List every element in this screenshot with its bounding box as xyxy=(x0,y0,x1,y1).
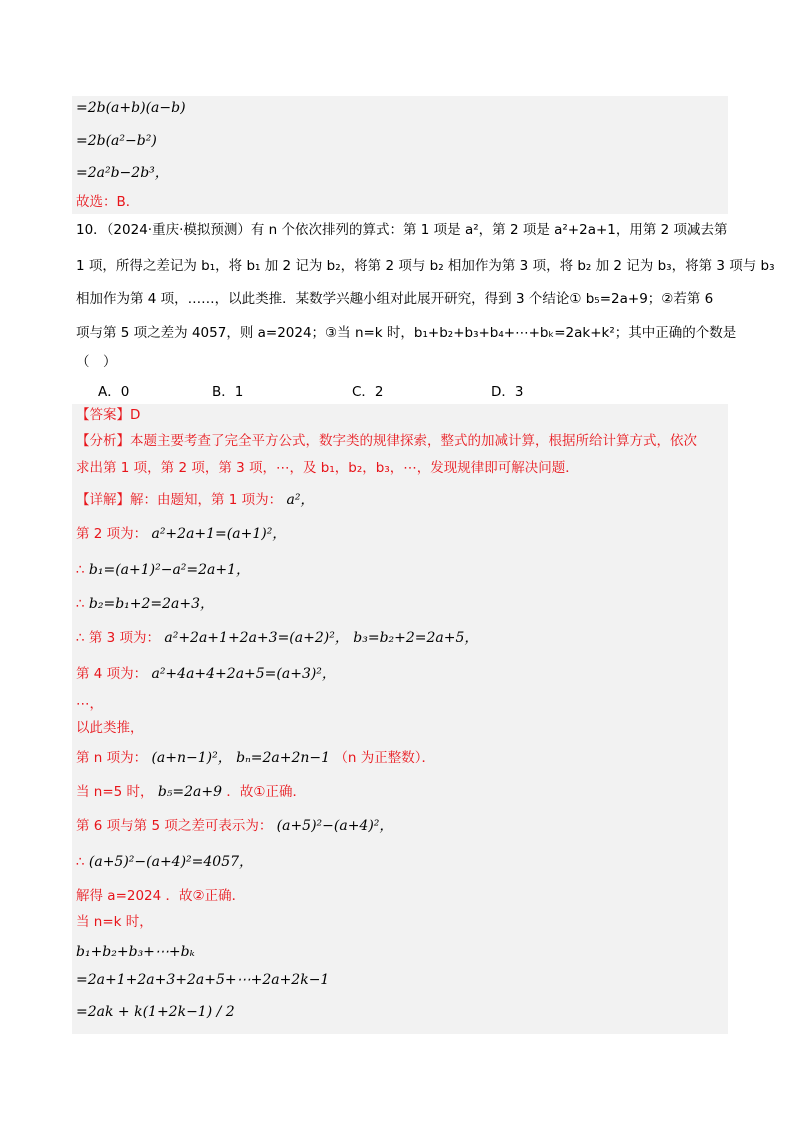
step-math: b₂=b₁+2=2a+3， xyxy=(88,596,215,612)
step-math: (a+n−1)²， bₙ=2a+2n−1 xyxy=(151,750,331,766)
step-math: (a+5)²−(a+4)²， xyxy=(276,818,394,834)
step-line xyxy=(76,628,478,648)
q10-line-5: （ ） xyxy=(76,354,117,370)
step-line xyxy=(76,852,253,872)
step-label: ∴ xyxy=(76,596,85,612)
step-math: (a+5)²−(a+4)²=4057， xyxy=(88,854,254,870)
detail-intro: 解：由题知，第 1 项为： xyxy=(130,492,283,508)
step-when-k: 当 n=k 时， xyxy=(76,914,153,930)
detail-label: 【详解】 xyxy=(76,492,130,508)
step-tail: （n 为正整数）． xyxy=(334,750,435,766)
step-label: ∴ xyxy=(76,562,85,578)
step-line xyxy=(76,782,306,802)
step-line xyxy=(76,748,435,768)
step-label: ∴ xyxy=(76,854,85,870)
step-analogy: 以此类推， xyxy=(76,720,144,736)
sum-line-3: =2ak + k(1+2k−1) / 2 xyxy=(76,1004,235,1020)
option-d: D．3 xyxy=(491,384,524,400)
step-tail: ．故②正确． xyxy=(165,888,246,904)
q10-line-4: 项与第 5 项之差为 4057，则 a=2024；③当 n=k 时，b₁+b₂+b₃+b₄+⋯+bₖ=2ak+k²；其中正确的个数是 xyxy=(76,325,737,341)
step-math: a²+2a+1=(a+1)²， xyxy=(151,526,287,542)
step-math: b₁=(a+1)²−a²=2a+1， xyxy=(88,562,251,578)
step-label: 当 n=5 时， xyxy=(76,784,154,800)
option-a: A．0 xyxy=(98,384,130,400)
prev-answer: 故选：B． xyxy=(76,194,140,210)
analysis-line-2: 求出第 1 项，第 2 项，第 3 项，⋯，及 b₁，b₂，b₃，⋯，发现规律即可解决问题． xyxy=(76,460,579,476)
prev-line-1: =2b(a+b)(a−b) xyxy=(76,100,186,116)
step-line xyxy=(76,664,336,684)
sum-line-1: b₁+b₂+b₃+⋯+bₖ xyxy=(76,944,195,960)
step-math: b₅=2a+9 xyxy=(157,784,223,800)
q10-line-1: 10．（2024·重庆·模拟预测）有 n 个依次排列的算式：第 1 项是 a²，第 2 项是 a²+2a+1，用第 2 项减去第 xyxy=(76,222,728,238)
prev-line-2: =2b(a²−b²) xyxy=(76,133,157,149)
step-math: a²+4a+4+2a+5=(a+3)²， xyxy=(151,666,336,682)
q10-line-3: 相加作为第 4 项，……，以此类推．某数学兴趣小组对此展开研究，得到 3 个结论① b₅=2a+9；②若第 6 xyxy=(76,291,714,307)
analysis-line-1: 【分析】本题主要考查了完全平方公式，数字类的规律探索，整式的加减计算，根据所给计算方式，依次 xyxy=(76,433,697,449)
step-line xyxy=(76,524,286,544)
step-line xyxy=(76,594,214,614)
step-label: 解得 a=2024 xyxy=(76,888,162,904)
step-label: 第 n 项为： xyxy=(76,750,148,766)
step-label: ∴ 第 3 项为： xyxy=(76,630,161,646)
step-ellipsis: ⋯， xyxy=(76,696,103,712)
step-label: 第 6 项与第 5 项之差可表示为： xyxy=(76,818,273,834)
step-line xyxy=(76,816,393,836)
step-label: 第 2 项为： xyxy=(76,526,148,542)
step-line xyxy=(76,560,250,580)
sum-line-2: =2a+1+2a+3+2a+5+⋯+2a+2k−1 xyxy=(76,972,330,988)
step-tail: ．故①正确． xyxy=(226,784,306,800)
option-b: B．1 xyxy=(212,384,244,400)
detail-intro-math: a²， xyxy=(286,492,315,508)
step-label: 第 4 项为： xyxy=(76,666,148,682)
option-c: C．2 xyxy=(352,384,384,400)
prev-line-3: =2a²b−2b³， xyxy=(76,165,169,181)
step-math: a²+2a+1+2a+3=(a+2)²， b₃=b₂+2=2a+5， xyxy=(164,630,479,646)
step-line xyxy=(76,886,245,906)
answer-line: 【答案】D xyxy=(76,407,141,423)
detail-line xyxy=(76,490,314,510)
q10-line-2: 1 项，所得之差记为 b₁，将 b₁ 加 2 记为 b₂，将第 2 项与 b₂ 相加作为第 3 项，将 b₂ 加 2 记为 b₃，将第 3 项与 b₃ xyxy=(76,258,775,274)
